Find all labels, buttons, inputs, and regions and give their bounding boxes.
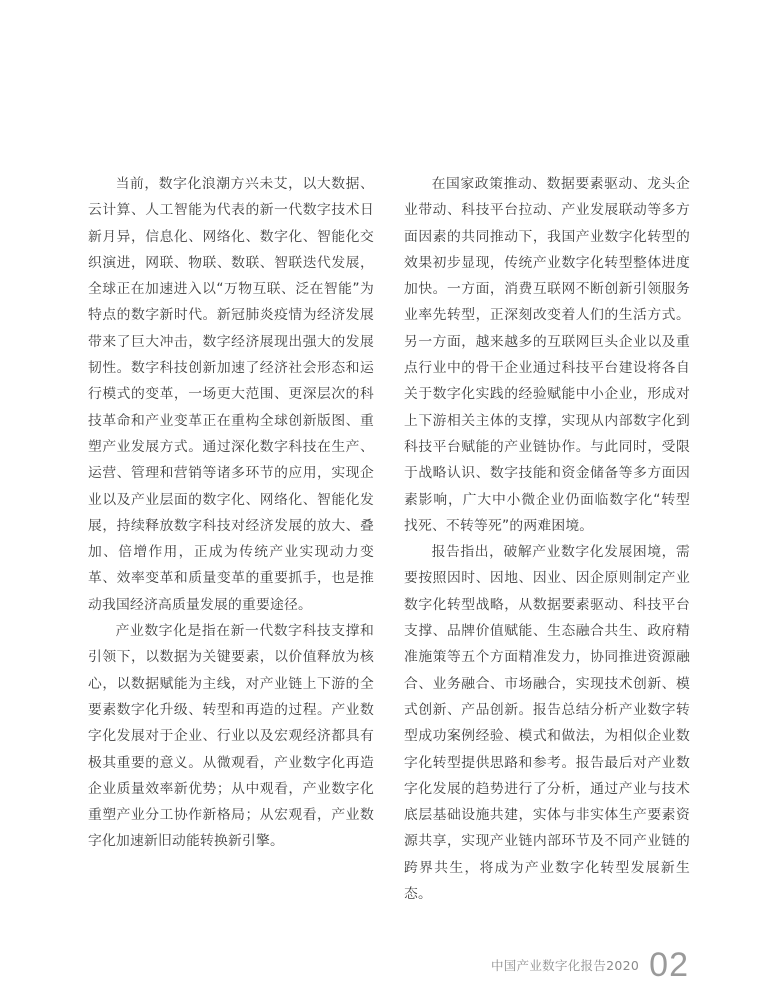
page-number: 02 (649, 946, 689, 984)
right-paragraph-1: 在国家政策推动、数据要素驱动、龙头企业带动、科技平台拉动、产业发展联动等多方面因素的共同推动下，我国产业数字化转型的效果初步显现，传统产业数字化转型整体进度加快。一方面，消费互联网不断创新引领服务业率先转型，正深刻改变着人们的生活方式。另一方面，越来越多的互联网巨头企业以及重点行业中的骨干企业通过科技平台建设将各自关于数字化实践的经验赋能中小企业，形成对上下游相关主体的支撑，实现从内部数字化到科技平台赋能的产业链协作。与此同时，受限于战略认识、数字技能和资金储备等多方面因素影响，广大中小微企业仍面临数字化“转型找死、不转等死”的两难困境。 (404, 176, 690, 534)
right-paragraph-2: 报告指出，破解产业数字化发展困境，需要按照因时、因地、因业、因企原则制定产业数字化转型战略，从数据要素驱动、科技平台支撑、品牌价值赋能、生态融合共生、政府精准施策等五个方面精准发力，协同推进资源融合、业务融合、市场融合，实现技术创新、模式创新、产品创新。报告总结分析产业数字转型成功案例经验、模式和做法，为相似企业数字化转型提供思路和参考。报告最后对产业数字化发展的趋势进行了分析，通过产业与技术底层基础设施共建，实体与非实体生产要素资源共享，实现产业链内部环节及不同产业链的跨界共生，将成为产业数字化转型发展新生态。 (404, 544, 690, 903)
page-footer (491, 942, 689, 982)
left-text-column (88, 171, 374, 855)
report-title: 中国产业数字化报告2020 (490, 958, 640, 973)
left-paragraph-2: 产业数字化是指在新一代数字科技支撑和引领下，以数据为关键要素，以价值释放为核心，以数据赋能为主线，对产业链上下游的全要素数字化升级、转型和再造的过程。产业数字化发展对于企业、行业以及宏观经济都具有极其重要的意义。从微观看，产业数字化再造企业质量效率新优势；从中观看，产业数字化重塑产业分工协作新格局；从宏观看，产业数字化加速新旧动能转换新引擎。 (88, 623, 374, 850)
right-text-column (404, 171, 690, 907)
left-paragraph-1: 当前，数字化浪潮方兴未艾，以大数据、云计算、人工智能为代表的新一代数字技术日新月异，信息化、网络化、数字化、智能化交织演进，网联、物联、数联、智联迭代发展，全球正在加速进入以“万物互联、泛在智能”为特点的数字新时代。新冠肺炎疫情为经济发展带来了巨大冲击，数字经济展现出强大的发展韧性。数字科技创新加速了经济社会形态和运行模式的变革，一场更大范围、更深层次的科技革命和产业变革正在重构全球创新版图、重塑产业发展方式。通过深化数字科技在生产、运营、管理和营销等诸多环节的应用，实现企业以及产业层面的数字化、网络化、智能化发展，持续释放数字科技对经济发展的放大、叠加、倍增作用，正成为传统产业实现动力变革、效率变革和质量变革的重要抓手，也是推动我国经济高质量发展的重要途径。 (88, 176, 374, 613)
